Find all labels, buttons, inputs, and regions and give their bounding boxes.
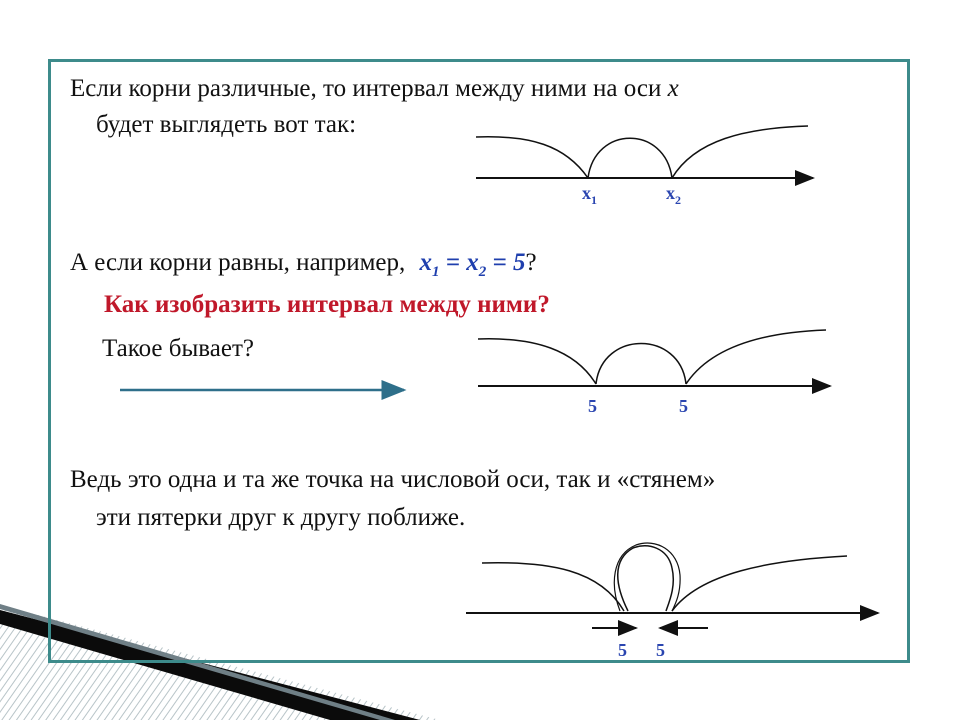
fig2-label-5-left: 5: [588, 396, 597, 416]
fig1-x2-letter: x: [666, 183, 675, 203]
fig2-right-arc: [686, 330, 826, 384]
fig2-middle-arc: [596, 344, 686, 385]
fig2-label-5-right: 5: [679, 396, 688, 416]
figure-2-equal-roots: [478, 330, 830, 416]
question-mark: ?: [525, 249, 537, 276]
paragraph-2-text: А если корни равны, например,: [70, 249, 406, 276]
paragraph-3-line-1: Ведь это одна и та же точка на числовой оси, так и «стянем»: [70, 466, 716, 493]
fig1-label-x2: [666, 183, 681, 207]
x2-symbol: x: [466, 249, 479, 276]
fig1-middle-arc: [588, 138, 672, 178]
happens-text: Такое бывает?: [102, 335, 254, 362]
fig1-x1-letter: x: [582, 183, 591, 203]
fig1-right-arc: [672, 126, 808, 178]
fig3-label-5-right: 5: [656, 640, 665, 660]
figure-3-pulled-together: [466, 543, 878, 660]
fig3-middle-loop: [618, 546, 674, 611]
x1-symbol: x: [419, 249, 433, 276]
x2-subscript: 2: [478, 264, 487, 280]
fig2-left-arc: [478, 339, 596, 384]
paragraph-3-line-2: эти пятерки друг к другу поближе.: [96, 504, 466, 531]
question-text: Как изобразить интервал между ними?: [104, 291, 550, 318]
fig3-label-5-left: 5: [618, 640, 627, 660]
x1-subscript: 1: [432, 264, 440, 280]
figure-1-distinct-roots: [476, 126, 813, 207]
paragraph-1-line-2: будет выглядеть вот так:: [96, 111, 357, 138]
paragraph-1-text: Если корни различные, то интервал между ними на оси: [70, 75, 662, 102]
axis-variable: x: [667, 75, 679, 102]
fig3-left-arc: [482, 563, 624, 611]
equals-5: = 5: [486, 249, 526, 276]
fig3-right-arc: [672, 556, 847, 611]
equals-1: =: [439, 249, 467, 276]
fig1-label-x1: [582, 183, 597, 207]
fig1-left-arc: [476, 137, 588, 178]
fig1-x2-subscript: 2: [675, 193, 681, 207]
fig1-x1-subscript: 1: [591, 193, 597, 207]
